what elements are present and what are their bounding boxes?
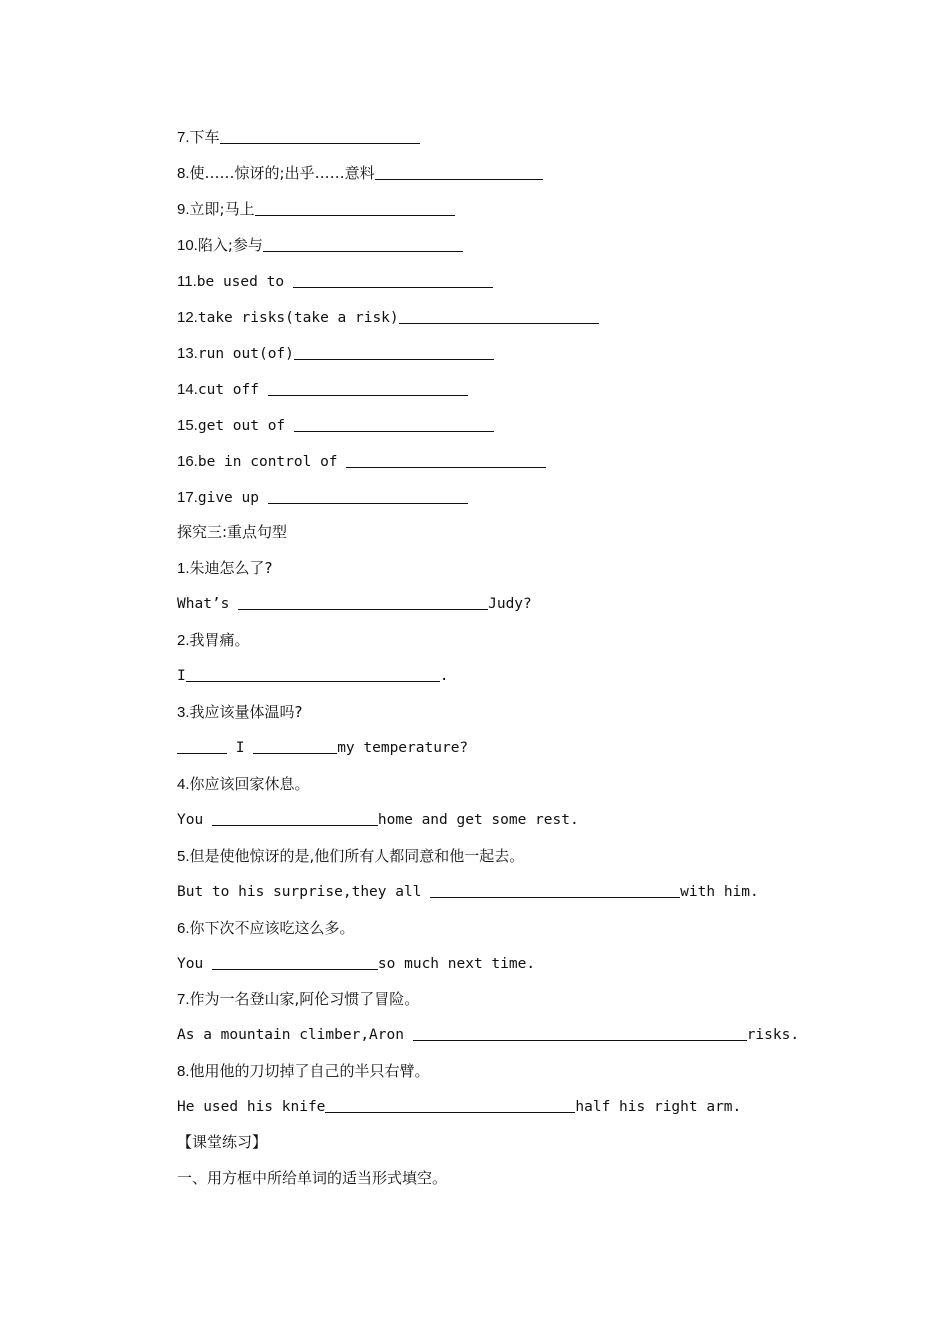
item-number: 10. [177, 237, 198, 254]
phrase-text: 陷入;参与 [197, 236, 263, 254]
item-number: 7. [177, 991, 190, 1008]
phrase-line-11 [177, 270, 493, 292]
phrase-text: run out(of) [197, 346, 294, 362]
sentence-en-1 [177, 593, 532, 615]
practice-instruction: 一、用方框中所给单词的适当形式填空。 [177, 1169, 448, 1187]
section-title: 探究三:重点句型 [177, 523, 288, 541]
item-number: 7. [177, 129, 190, 146]
english-text: with him. [680, 884, 759, 900]
sentence-en-7 [177, 1024, 799, 1046]
english-text: Judy? [488, 596, 532, 612]
phrase-text: get out of [197, 418, 294, 434]
chinese-sentence: 但是使他惊讶的是,他们所有人都同意和他一起去。 [189, 847, 525, 865]
answer-blank[interactable] [186, 665, 440, 682]
practice-title: 【课堂练习】 [177, 1133, 268, 1151]
item-number: 3. [177, 704, 190, 721]
sentence-cn-5 [177, 845, 524, 867]
answer-blank[interactable] [268, 487, 468, 504]
phrase-line-8 [177, 162, 543, 184]
phrase-line-14 [177, 378, 468, 400]
phrase-text: 下车 [189, 128, 220, 146]
answer-blank[interactable] [413, 1024, 747, 1041]
sentence-cn-3 [177, 701, 302, 723]
chinese-sentence: 你下次不应该吃这么多。 [189, 919, 355, 937]
chinese-sentence: 我应该量体温吗? [189, 703, 303, 721]
item-number: 1. [177, 560, 190, 577]
item-number: 12. [177, 309, 198, 326]
chinese-sentence: 作为一名登山家,阿伦习惯了冒险。 [189, 990, 420, 1008]
chinese-sentence: 他用他的刀切掉了自己的半只右臂。 [189, 1062, 430, 1080]
item-number: 13. [177, 345, 198, 362]
phrase-line-10 [177, 234, 463, 256]
item-number: 15. [177, 417, 198, 434]
english-text: risks. [746, 1027, 800, 1043]
answer-blank[interactable] [294, 415, 494, 432]
english-text: You [177, 956, 212, 972]
answer-blank[interactable] [399, 307, 599, 324]
phrase-line-12 [177, 306, 599, 328]
chinese-sentence: 你应该回家休息。 [189, 775, 310, 793]
phrase-line-15 [177, 414, 494, 436]
phrase-line-9 [177, 198, 455, 220]
sentence-en-4 [177, 809, 579, 831]
answer-blank[interactable] [325, 1096, 575, 1113]
english-text: my temperature? [337, 740, 469, 756]
english-text: . [439, 668, 449, 684]
answer-blank[interactable] [375, 163, 543, 180]
english-text: You [177, 812, 212, 828]
english-text: half his right arm. [575, 1099, 742, 1115]
answer-blank[interactable] [430, 881, 680, 898]
item-number: 2. [177, 632, 190, 649]
phrase-text: 立即;马上 [189, 200, 255, 218]
chinese-sentence: 我胃痛。 [189, 631, 250, 649]
item-number: 4. [177, 776, 190, 793]
phrase-text: give up [197, 490, 268, 506]
english-text: He used his knife [177, 1099, 326, 1115]
english-text: I [227, 740, 254, 756]
answer-blank[interactable] [212, 953, 378, 970]
phrase-text: take risks(take a risk) [197, 310, 399, 326]
item-number: 14. [177, 381, 198, 398]
english-text: I [177, 668, 186, 684]
answer-blank[interactable] [255, 199, 455, 216]
phrase-line-7 [177, 126, 420, 148]
item-number: 17. [177, 489, 198, 506]
item-number: 11. [177, 273, 197, 290]
item-number: 8. [177, 1063, 190, 1080]
item-number: 5. [177, 848, 190, 865]
english-text: so much next time. [377, 956, 536, 972]
phrase-line-16 [177, 450, 546, 472]
answer-blank[interactable] [177, 737, 227, 754]
answer-blank[interactable] [253, 737, 337, 754]
english-text: What’s [177, 596, 239, 612]
answer-blank[interactable] [263, 235, 463, 252]
english-text: As a mountain climber,Aron [177, 1027, 413, 1043]
item-number: 9. [177, 201, 190, 218]
sentence-cn-7 [177, 988, 419, 1010]
english-text: home and get some rest. [377, 812, 579, 828]
answer-blank[interactable] [212, 809, 378, 826]
chinese-sentence: 朱迪怎么了? [189, 559, 273, 577]
item-number: 8. [177, 165, 190, 182]
answer-blank[interactable] [220, 127, 420, 144]
phrase-line-17 [177, 486, 468, 508]
sentence-en-5 [177, 881, 759, 903]
answer-blank[interactable] [346, 451, 546, 468]
sentence-en-2 [177, 665, 448, 687]
phrase-line-13 [177, 342, 494, 364]
sentence-cn-6 [177, 917, 355, 939]
sentence-en-3 [177, 737, 468, 759]
answer-blank[interactable] [294, 343, 494, 360]
item-number: 6. [177, 920, 190, 937]
sentence-cn-2 [177, 629, 250, 651]
answer-blank[interactable] [238, 593, 488, 610]
phrase-text: cut off [197, 382, 268, 398]
sentence-cn-1 [177, 557, 272, 579]
item-number: 16. [177, 453, 198, 470]
sentence-cn-8 [177, 1060, 430, 1082]
phrase-text: 使……惊讶的;出乎……意料 [189, 164, 375, 182]
phrase-text: be in control of [197, 454, 347, 470]
sentence-en-6 [177, 953, 535, 975]
answer-blank[interactable] [293, 271, 493, 288]
sentence-cn-4 [177, 773, 310, 795]
answer-blank[interactable] [268, 379, 468, 396]
phrase-text: be used to [196, 274, 293, 290]
sentence-en-8 [177, 1096, 741, 1118]
english-text: But to his surprise,they all [177, 884, 431, 900]
